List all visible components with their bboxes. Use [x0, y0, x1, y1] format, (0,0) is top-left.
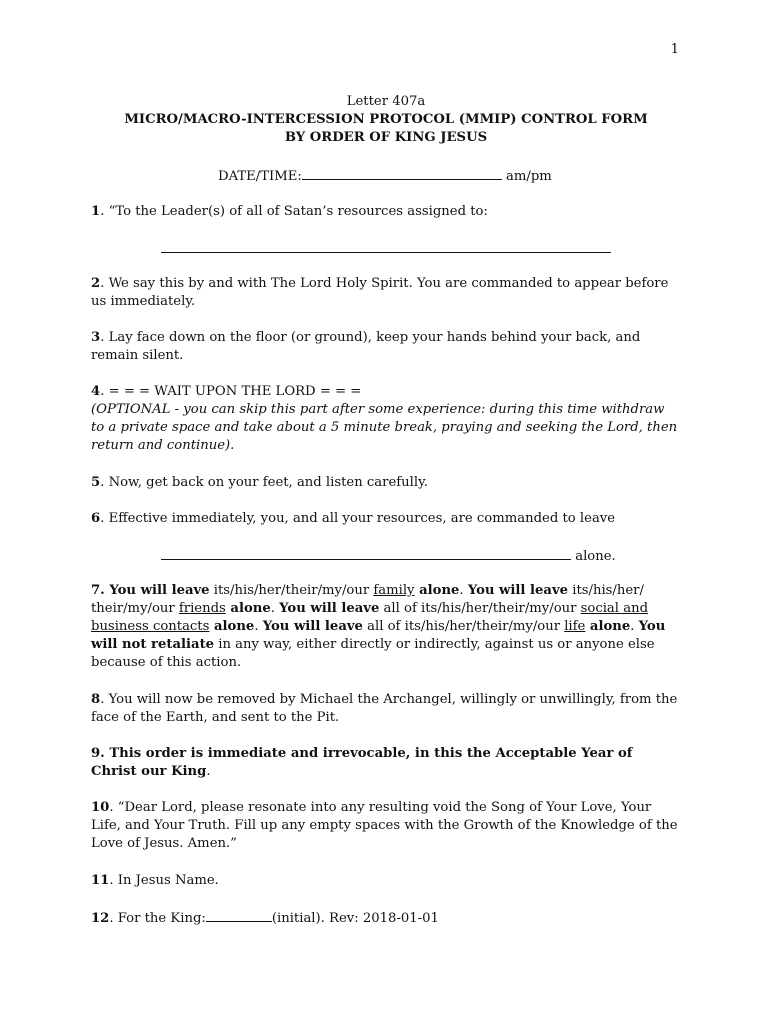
item-6: [91, 510, 681, 528]
date-time-label: DATE/TIME:: [218, 169, 302, 184]
leader-assignment-blank[interactable]: [161, 252, 611, 253]
item-4: [91, 383, 681, 455]
item-5-text: . Now, get back on your feet, and listen carefully.: [100, 475, 428, 490]
item-7-sep-1: .: [459, 583, 468, 598]
item-7-sep-2: .: [270, 601, 280, 616]
item-7-life: life: [564, 619, 586, 634]
item-7-alone-4: alone: [585, 619, 631, 634]
item-9-text: 9. This order is immediate and irrevocable, in this the Acceptable Year of Christ our King: [91, 746, 633, 779]
item-10-number: 10: [91, 800, 110, 815]
page-number: 1: [670, 42, 679, 57]
item-7-text-j: in any way, either directly or indirectly, against us or anyone else because of this action.: [91, 637, 655, 670]
item-7-text-d: its/his/her/ their/my/our: [91, 583, 644, 616]
item-2-text: . We say this by and with The Lord Holy Spirit. You are commanded to appear before us immediately.: [91, 276, 669, 309]
form-title: MICRO/MACRO-INTERCESSION PROTOCOL (MMIP) CONTROL FORM: [124, 112, 648, 127]
item-12-number: 12: [91, 911, 110, 926]
item-7-text-e: You will leave: [279, 601, 380, 616]
item-7-text-c: You will leave: [467, 583, 569, 598]
letter-number: Letter 407a: [346, 94, 426, 109]
item-7-sep-3: .: [254, 619, 263, 634]
item-7-friends: friends: [178, 601, 226, 616]
item-8-text: . You will now be removed by Michael the Archangel, willingly or unwillingly, from the face of the Earth, and sent to the Pit.: [91, 692, 678, 725]
item-6-number: 6: [91, 511, 101, 526]
item-9: [91, 745, 681, 781]
item-2: [91, 275, 681, 311]
am-pm-label: am/pm: [506, 169, 552, 184]
item-9-end: .: [206, 764, 211, 779]
item-5-number: 5: [91, 475, 101, 490]
initial-blank[interactable]: [206, 908, 272, 922]
date-time-field[interactable]: [218, 166, 552, 186]
item-12-initial: (initial). Rev: 2018-01-01: [271, 911, 439, 926]
item-11: [91, 872, 681, 890]
item-3: [91, 329, 681, 365]
item-7-contacts: social and business contacts: [91, 601, 649, 634]
item-2-number: 2: [91, 276, 101, 291]
item-7-alone-2: alone: [225, 601, 271, 616]
item-12-text: . For the King:: [109, 911, 206, 926]
item-7-alone-1: alone: [414, 583, 460, 598]
item-1-number: 1: [91, 204, 101, 219]
item-12: [91, 908, 681, 928]
leave-location-blank[interactable]: [161, 546, 571, 560]
item-7-text-g: You will leave: [262, 619, 363, 634]
date-time-blank[interactable]: [302, 166, 502, 180]
item-7-text-b: its/his/her/their/my/our: [209, 583, 374, 598]
item-7-sep-4: .: [630, 619, 639, 634]
item-7-text-f: all of its/his/her/their/my/our: [379, 601, 581, 616]
leave-location-field[interactable]: [161, 546, 616, 566]
form-subtitle: BY ORDER OF KING JESUS: [284, 130, 488, 145]
item-4-optional-note: (OPTIONAL - you can skip this part after some experience: during this time withdraw to a private space and take about a 5 minute break, praying and seeking the Lord, then return and continue).: [91, 402, 678, 453]
item-7-text-i: You will not retaliate: [91, 619, 666, 652]
item-10-text: . “Dear Lord, please resonate into any resulting void the Song of Your Love, Your Life, and Your Truth. Fill up any empty spaces with the Growth of the Knowledge of the Love of Jesus. Amen.”: [91, 800, 678, 851]
item-11-text: . In Jesus Name.: [109, 873, 219, 888]
item-7-text-h: all of its/his/her/their/my/our: [362, 619, 565, 634]
item-7: [91, 582, 681, 672]
item-8: [91, 691, 681, 727]
item-3-text: . Lay face down on the floor (or ground), keep your hands behind your back, and remain silent.: [91, 330, 641, 363]
document-page: [91, 0, 681, 1024]
item-7-alone-3: alone: [209, 619, 255, 634]
alone-label: alone.: [575, 549, 616, 564]
item-7-text-a: 7. You will leave: [91, 583, 210, 598]
item-5: [91, 474, 681, 492]
item-8-number: 8: [91, 692, 101, 707]
item-11-number: 11: [91, 873, 110, 888]
item-4-text: . = = = WAIT UPON THE LORD = = =: [100, 384, 362, 399]
item-4-number: 4: [91, 384, 101, 399]
item-10: [91, 799, 681, 853]
item-1-text: . “To the Leader(s) of all of Satan’s resources assigned to:: [100, 204, 488, 219]
item-6-text: . Effective immediately, you, and all your resources, are commanded to leave: [100, 511, 616, 526]
item-7-family: family: [373, 583, 415, 598]
item-3-number: 3: [91, 330, 101, 345]
item-1: [91, 203, 681, 221]
